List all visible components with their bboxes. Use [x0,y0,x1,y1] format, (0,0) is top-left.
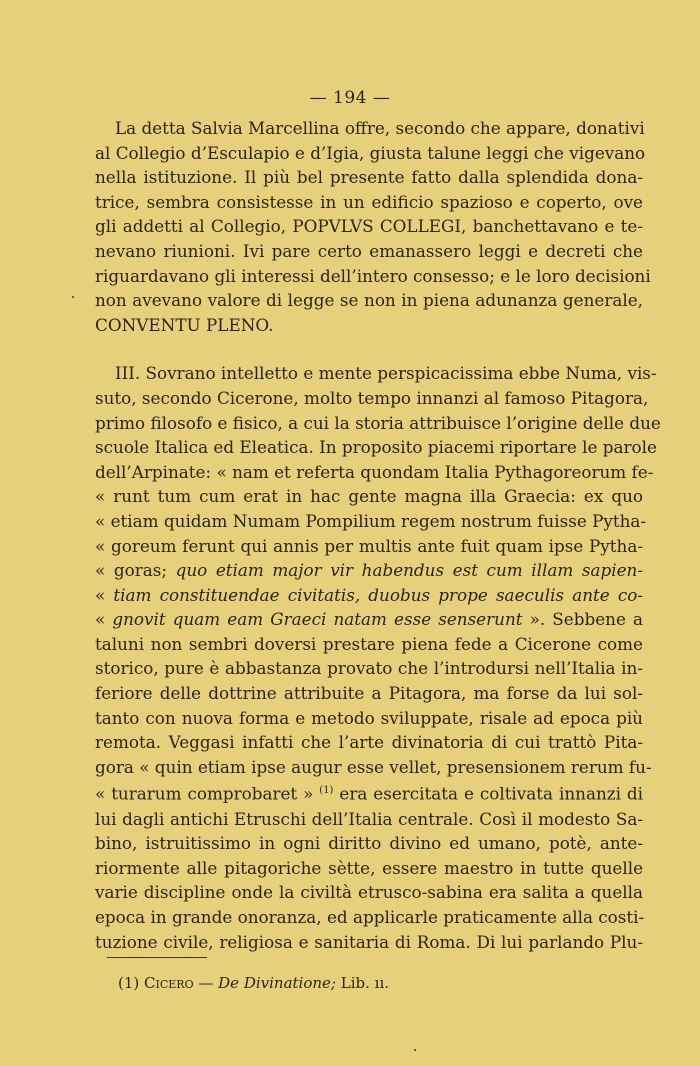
text-line: « goreum ferunt qui annis per multis ante fuit quam ipse Pytha- [95,535,643,556]
text-line: dell’Arpinate: « nam et referta quondam Italia Pythagoreorum fe- [95,461,654,482]
text-line: al Collegio d’Esculapio e d’Igia, giusta talune leggi che vigevano [95,142,646,163]
text-line: nevano riunioni. Ivi pare certo emanassero leggi e decreti che [95,240,643,261]
text-line: riormente alle pitagoriche sètte, essere maestro in tutte quelle [95,857,643,878]
text-line: lui dagli antichi Etruschi dell’Italia centrale. Così il modesto Sa- [95,808,643,829]
paper-speck [414,1049,416,1051]
footnote-dash: — [193,974,219,992]
text-line: « runt tum cum erat in hac gente magna illa Graecia: ex quo [95,486,643,507]
text-line: taluni non sembri doversi prestare piena fede a Cicerone come [95,633,643,654]
text-line: riguardavano gli interessi dell’intero consesso; e le loro decisioni [95,265,651,286]
quote-text: « goras; [95,560,176,581]
footnote-author: Cicero [144,974,194,992]
footnote-marker: (1) [118,974,140,992]
text-segment: era esercitata e coltivata innanzi di [333,784,644,805]
quote-italic: gnovit quam eam Graeci natam esse senserunt [112,609,523,630]
text-line: suto, secondo Cicerone, molto tempo innanzi al famoso Pitagora, [95,387,649,408]
text-line: primo filosofo e fisico, a cui la storia attribuisce l’origine delle due [95,412,661,433]
footnote-title: De Divinatione; [218,974,336,992]
paper-speck [72,296,74,298]
page-number: — 194 — [309,88,391,108]
footnote [118,974,389,992]
text-segment: « turarum comprobaret » [95,784,320,805]
text-line: feriore delle dottrine attribuite a Pitagora, ma forse da lui sol- [95,683,643,704]
footnote-reference: (1) [319,785,334,797]
text-line: « etiam quidam Numam Pompilium regem nostrum fuisse Pytha- [95,510,647,531]
quote-italic: tiam constituendae civitatis, duobus prope saeculis ante co- [113,584,643,605]
text-line: La detta Salvia Marcellina offre, secondo che appare, donativi [115,118,645,138]
text-line: remota. Veggasi infatti che l’arte divinatoria di cui trattò Pita- [95,732,643,753]
quote-mark: « [95,609,113,630]
text-line: varie discipline onde la civiltà etrusco-sabina era salita a quella [95,882,643,903]
text-line: trice, sembra consistesse in un edificio spazioso e coperto, ove [95,191,643,212]
text-line: III. Sovrano intelletto e mente perspicacissima ebbe Numa, vis- [115,363,657,384]
text-line: nella istituzione. Il più bel presente fatto dalla splendida dona- [95,167,643,188]
text-line: scuole Italica ed Eleatica. In proposito piacemi riportare le parole [95,437,657,458]
paragraph-2 [95,361,661,954]
text-line [95,779,643,806]
footnote-ref: Lib. ıı. [335,974,390,992]
text-line: storico, pure è abbastanza provato che l’introdursi nell’Italia in- [95,658,643,679]
text-line: tuzione civile, religiosa e sanitaria di Roma. Di lui parlando Plu- [95,931,643,952]
text-line [95,558,643,583]
body-text [95,116,661,954]
text-line: CONVENTU PLENO. [95,314,274,335]
text-line: non avevano valore di legge se non in piena adunanza generale, [95,290,643,311]
quote-mark: « [95,584,114,605]
text-line [95,607,643,632]
footnote-divider [107,957,207,958]
quote-end-text: ». Sebbene a [522,609,643,630]
text-line [95,583,643,608]
text-line: tanto con nuova forma e metodo sviluppate, risale ad epoca più [95,707,643,728]
text-line: gli addetti al Collegio, POPVLVS COLLEGI, banchettavano e te- [95,216,643,237]
text-line: epoca in grande onoranza, ed applicarle praticamente alla costi- [95,907,645,927]
paragraph-1 [95,116,651,337]
text-line: gora « quin etiam ipse augur esse vellet, presensionem rerum fu- [95,756,652,777]
text-line: bino, istruitissimo in ogni diritto divino ed umano, potè, ante- [95,833,643,854]
quote-italic: quo etiam major vir habendus est cum illam sapien- [175,560,643,581]
